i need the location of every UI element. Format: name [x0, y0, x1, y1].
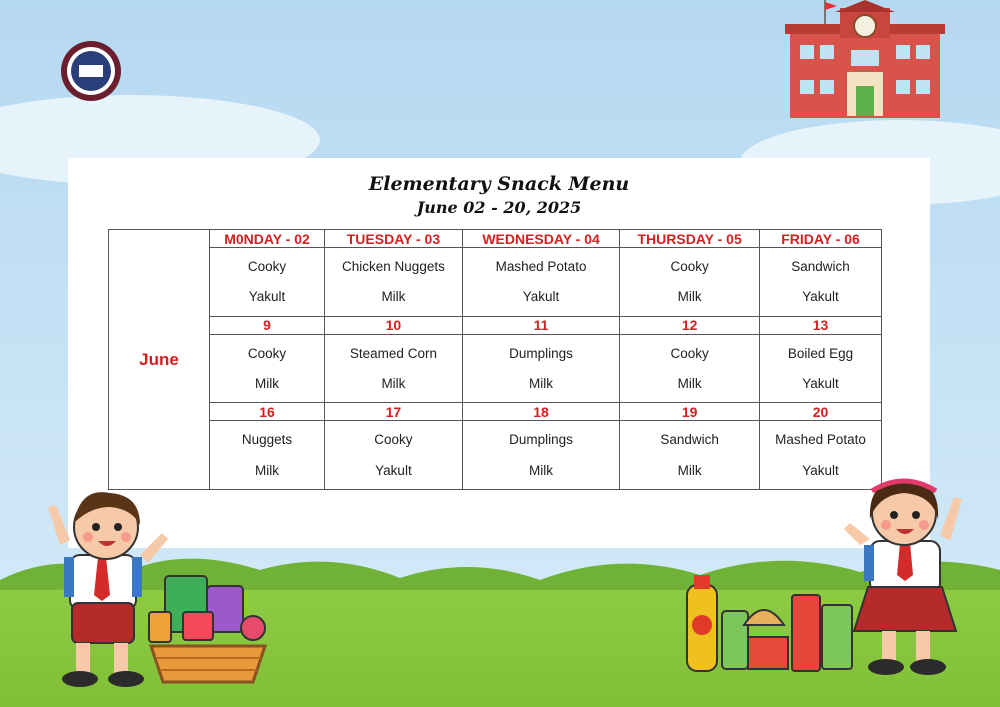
menu-cell: Nuggets Milk	[210, 421, 325, 490]
day-header: 20	[760, 403, 882, 421]
menu-cell: Sandwich Milk	[620, 421, 760, 490]
menu-cell: Dumplings Milk	[462, 334, 619, 403]
table-row	[109, 334, 882, 403]
day-header: WEDNESDAY - 04	[462, 230, 619, 248]
table-row	[109, 403, 882, 421]
day-header: 10	[325, 316, 463, 334]
table-row	[109, 230, 882, 248]
day-header: 9	[210, 316, 325, 334]
day-header: 18	[462, 403, 619, 421]
day-header: 11	[462, 316, 619, 334]
menu-cell: Chicken Nuggets Milk	[325, 248, 463, 317]
day-header: 16	[210, 403, 325, 421]
menu-cell: Cooky Yakult	[325, 421, 463, 490]
snacks-drinks-icon	[682, 575, 857, 675]
day-header: TUESDAY - 03	[325, 230, 463, 248]
table-row	[109, 421, 882, 490]
day-header: M0NDAY - 02	[210, 230, 325, 248]
menu-cell: Sandwich Yakult	[760, 248, 882, 317]
menu-cell: Steamed Corn Milk	[325, 334, 463, 403]
day-header: FRIDAY - 06	[760, 230, 882, 248]
day-header: 12	[620, 316, 760, 334]
menu-cell: Boiled Egg Yakult	[760, 334, 882, 403]
menu-cell: Cooky Milk	[620, 334, 760, 403]
menu-cell: Cooky Milk	[620, 248, 760, 317]
day-header: 13	[760, 316, 882, 334]
page-title: Elementary Snack Menu	[368, 173, 630, 195]
menu-cell: Mashed Potato Yakult	[760, 421, 882, 490]
date-range: June 02 - 20, 2025	[416, 198, 582, 217]
snack-basket-icon	[143, 572, 273, 687]
day-header: 17	[325, 403, 463, 421]
menu-cell: Cooky Yakult	[210, 248, 325, 317]
menu-cell: Dumplings Milk	[462, 421, 619, 490]
day-header: 19	[620, 403, 760, 421]
month-label: June	[109, 230, 210, 490]
day-header: THURSDAY - 05	[620, 230, 760, 248]
table-row	[109, 248, 882, 317]
menu-cell: Cooky Milk	[210, 334, 325, 403]
table-row	[109, 316, 882, 334]
snack-menu-table	[108, 229, 882, 490]
girl-student-icon	[840, 475, 970, 685]
school-seal-icon	[60, 40, 122, 102]
school-building-icon	[785, 0, 945, 122]
menu-cell: Mashed Potato Yakult	[462, 248, 619, 317]
